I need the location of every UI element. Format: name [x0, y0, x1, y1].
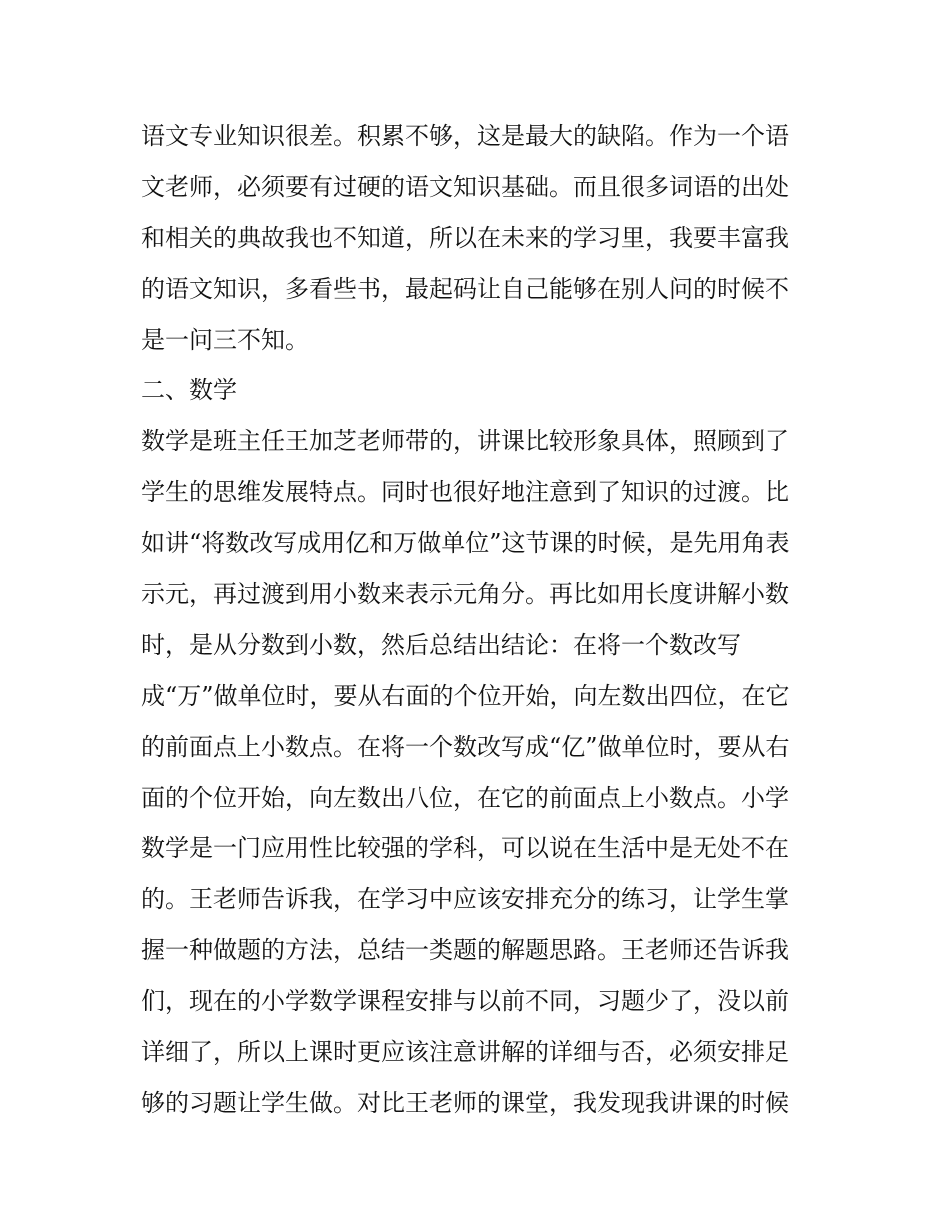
text-line: 数学是一门应用性比较强的学科，可以说在生活中是无处不在 [141, 834, 789, 863]
text-line: 如讲“将数改写成用亿和万做单位”这节课的时候，是先用角表 [141, 529, 790, 558]
document-body [141, 111, 821, 1129]
text-line: 是一问三不知。 [141, 325, 309, 354]
text-line: 文老师，必须要有过硬的语文知识基础。而且很多词语的出处 [141, 172, 789, 201]
text-line: 数学是班主任王加芝老师带的，讲课比较形象具体，照顾到了 [141, 427, 789, 456]
text-line: 的语文知识，多看些书，最起码让自己能够在别人问的时候不 [141, 274, 789, 303]
text-line: 的。王老师告诉我，在学习中应该安排充分的练习，让学生掌 [141, 885, 789, 914]
text-line: 们，现在的小学数学课程安排与以前不同，习题少了，没以前 [141, 987, 789, 1016]
text-line: 和相关的典故我也不知道，所以在未来的学习里，我要丰富我 [141, 223, 789, 252]
text-line: 握一种做题的方法，总结一类题的解题思路。王老师还告诉我 [141, 936, 789, 965]
text-line: 面的个位开始，向左数出八位，在它的前面点上小数点。小学 [141, 783, 789, 812]
text-line: 详细了，所以上课时更应该注意讲解的详细与否，必须安排足 [141, 1038, 789, 1067]
text-line: 语文专业知识很差。积累不够，这是最大的缺陷。作为一个语 [141, 122, 789, 150]
text-line: 成“万”做单位时，要从右面的个位开始，向左数出四位，在它 [141, 681, 790, 710]
text-line: 的前面点上小数点。在将一个数改写成“亿”做单位时，要从右 [141, 732, 790, 761]
text-line: 学生的思维发展特点。同时也很好地注意到了知识的过渡。比 [141, 478, 789, 507]
section-heading: 二、数学 [141, 376, 237, 405]
text-line: 够的习题让学生做。对比王老师的课堂，我发现我讲课的时候 [141, 1088, 789, 1117]
text-line: 示元，再过渡到用小数来表示元角分。再比如用长度讲解小数 [141, 580, 789, 609]
text-line: 时，是从分数到小数，然后总结出结论：在将一个数改写 [141, 630, 741, 659]
